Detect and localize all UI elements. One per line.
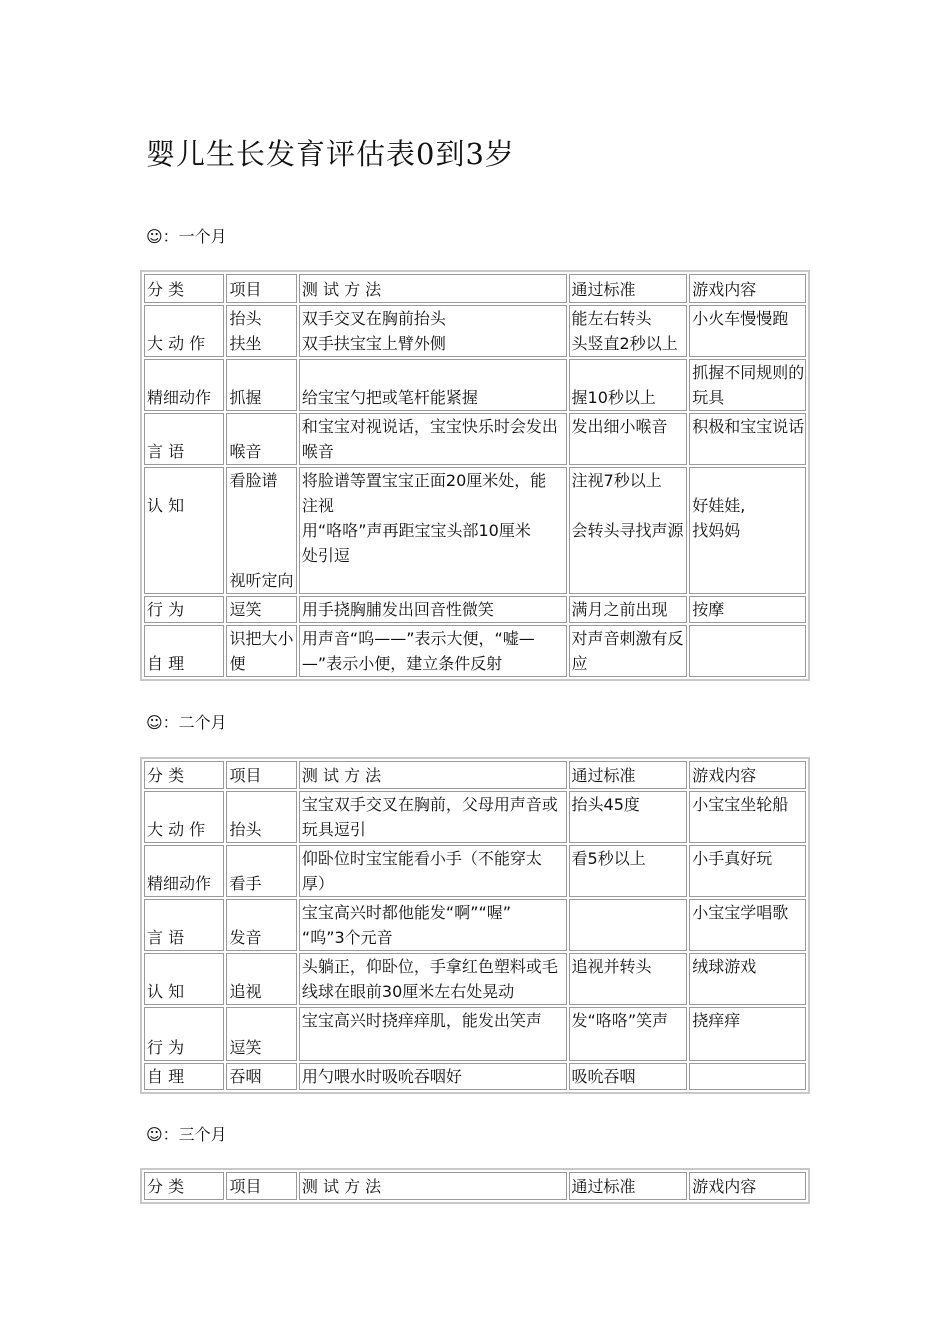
header-method: 测 试 方 法 — [299, 274, 567, 303]
category-cell: 行 为 — [144, 1007, 224, 1061]
game-cell: 抓握不同规则的 玩具 — [689, 359, 806, 411]
method-cell: 用勺喂水时吸吮吞咽好 — [299, 1063, 567, 1090]
item-cell: 抓握 — [226, 359, 296, 411]
table-header-row — [144, 761, 806, 789]
item-cell: 逗笑 — [226, 596, 296, 623]
document-title: 婴儿生长发育评估表0到3岁 — [146, 137, 515, 171]
header-game: 游戏内容 — [689, 761, 806, 789]
game-cell — [689, 1063, 806, 1090]
header-category: 分 类 — [144, 274, 224, 303]
category-cell: 大 动 作 — [144, 305, 224, 357]
header-item: 项目 — [226, 1172, 296, 1200]
header-category: 分 类 — [144, 1172, 224, 1200]
header-method: 测 试 方 法 — [299, 1172, 567, 1200]
standard-cell: 对声音刺激有反 应 — [569, 625, 688, 677]
table-row — [144, 845, 806, 897]
method-cell: 用手挠胸脯发出回音性微笑 — [299, 596, 567, 623]
game-cell: 积极和宝宝说话 — [689, 413, 806, 465]
category-cell: 认 知 — [144, 953, 224, 1005]
method-cell: 和宝宝对视说话，宝宝快乐时会发出 喉音 — [299, 413, 567, 465]
standard-cell: 注视7秒以上 会转头寻找声源 — [569, 467, 688, 594]
header-standard: 通过标准 — [569, 274, 688, 303]
header-item: 项目 — [226, 761, 296, 789]
method-cell: 头躺正，仰卧位，手拿红色塑料或毛 线球在眼前30厘米左右处晃动 — [299, 953, 567, 1005]
standard-cell: 抬头45度 — [569, 791, 688, 843]
standard-cell: 看5秒以上 — [569, 845, 688, 897]
category-cell: 大 动 作 — [144, 791, 224, 843]
table-header-row — [144, 274, 806, 303]
game-cell: 按摩 — [689, 596, 806, 623]
header-standard: 通过标准 — [569, 761, 688, 789]
table-row — [144, 305, 806, 357]
table-month-3 — [140, 1168, 810, 1204]
item-cell: 看脸谱 视听定向 — [226, 467, 296, 594]
item-cell: 发音 — [226, 899, 296, 951]
game-cell: 小手真好玩 — [689, 845, 806, 897]
method-cell: 给宝宝勺把或笔杆能紧握 — [299, 359, 567, 411]
category-cell: 认 知 — [144, 467, 224, 594]
table-month-1 — [140, 270, 810, 681]
game-cell: 小宝宝学唱歌 — [689, 899, 806, 951]
method-cell: 仰卧位时宝宝能看小手（不能穿太 厚） — [299, 845, 567, 897]
game-cell: 好娃娃, 找妈妈 — [689, 467, 806, 594]
header-standard: 通过标准 — [569, 1172, 688, 1200]
header-category: 分 类 — [144, 761, 224, 789]
item-cell: 吞咽 — [226, 1063, 296, 1090]
game-cell — [689, 625, 806, 677]
item-cell: 逗笑 — [226, 1007, 296, 1061]
standard-cell: 发出细小喉音 — [569, 413, 688, 465]
section-label-month-2: ☺：二个月 — [146, 713, 227, 732]
table-row — [144, 953, 806, 1005]
item-cell: 追视 — [226, 953, 296, 1005]
category-cell: 自 理 — [144, 625, 224, 677]
item-cell: 识把大小 便 — [226, 625, 296, 677]
table-row — [144, 1007, 806, 1061]
category-cell: 行 为 — [144, 596, 224, 623]
table-row — [144, 1063, 806, 1090]
item-cell: 抬头 扶坐 — [226, 305, 296, 357]
table-row — [144, 791, 806, 843]
category-cell: 言 语 — [144, 899, 224, 951]
game-cell: 小火车慢慢跑 — [689, 305, 806, 357]
standard-cell — [569, 899, 688, 951]
standard-cell: 追视并转头 — [569, 953, 688, 1005]
section-label-month-1: ☺：一个月 — [146, 227, 227, 246]
item-cell: 喉音 — [226, 413, 296, 465]
table-row — [144, 359, 806, 411]
header-method: 测 试 方 法 — [299, 761, 567, 789]
header-game: 游戏内容 — [689, 274, 806, 303]
category-cell: 言 语 — [144, 413, 224, 465]
method-cell: 宝宝高兴时都他能发“啊”“喔” “呜”3个元音 — [299, 899, 567, 951]
standard-cell: 握10秒以上 — [569, 359, 688, 411]
standard-cell: 发“咯咯”笑声 — [569, 1007, 688, 1061]
standard-cell: 吸吮吞咽 — [569, 1063, 688, 1090]
header-game: 游戏内容 — [689, 1172, 806, 1200]
method-cell: 将脸谱等置宝宝正面20厘米处，能 注视 用“咯咯”声再距宝宝头部10厘米 处引逗 — [299, 467, 567, 594]
method-cell: 用声音“呜——”表示大便，“嘘— —”表示小便，建立条件反射 — [299, 625, 567, 677]
item-cell: 抬头 — [226, 791, 296, 843]
method-cell: 宝宝高兴时挠痒痒肌，能发出笑声 — [299, 1007, 567, 1061]
method-cell: 宝宝双手交叉在胸前，父母用声音或 玩具逗引 — [299, 791, 567, 843]
table-row — [144, 596, 806, 623]
category-cell: 精细动作 — [144, 845, 224, 897]
section-label-month-3: ☺：三个月 — [146, 1125, 227, 1144]
table-row — [144, 413, 806, 465]
header-item: 项目 — [226, 274, 296, 303]
game-cell: 绒球游戏 — [689, 953, 806, 1005]
table-row — [144, 899, 806, 951]
table-row — [144, 625, 806, 677]
standard-cell: 能左右转头 头竖直2秒以上 — [569, 305, 688, 357]
method-cell: 双手交叉在胸前抬头 双手扶宝宝上臂外侧 — [299, 305, 567, 357]
item-cell: 看手 — [226, 845, 296, 897]
game-cell: 小宝宝坐轮船 — [689, 791, 806, 843]
table-month-2 — [140, 757, 810, 1094]
category-cell: 精细动作 — [144, 359, 224, 411]
table-header-row — [144, 1172, 806, 1200]
table-row — [144, 467, 806, 594]
game-cell: 挠痒痒 — [689, 1007, 806, 1061]
category-cell: 自 理 — [144, 1063, 224, 1090]
standard-cell: 满月之前出现 — [569, 596, 688, 623]
